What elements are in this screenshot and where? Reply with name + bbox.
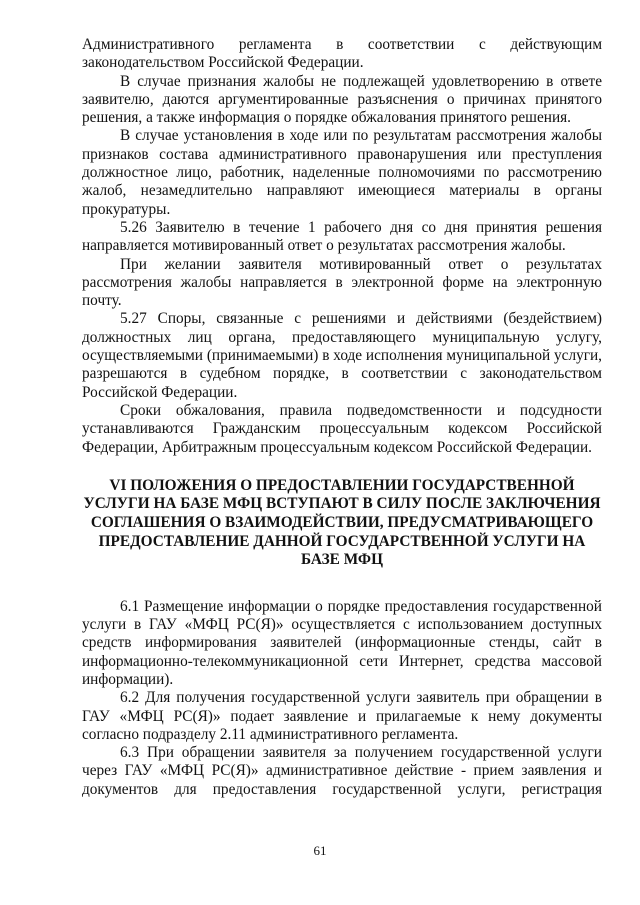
document-page xyxy=(82,36,602,799)
section-heading: VI ПОЛОЖЕНИЯ О ПРЕДОСТАВЛЕНИИ ГОСУДАРСТВЕННОЙ УСЛУГИ НА БАЗЕ МФЦ ВСТУПАЮТ В СИЛУ ПОСЛЕ ЗАКЛЮЧЕНИЯ СОГЛАШЕНИЯ О ВЗАИМОДЕЙСТВИИ, ПРЕДУСМАТРИВАЮЩЕГО ПРЕДОСТАВЛЕНИЕ ДАННОЙ ГОСУДАРСТВЕННОЙ УСЛУГИ НА БАЗЕ МФЦ xyxy=(83,476,601,569)
paragraph: Административного регламента в соответствии с действующим законодательством Российской Федерации. xyxy=(82,36,602,72)
paragraph: 5.27 Споры, связанные с решениями и действиями (бездействием) должностных лиц органа, предоставляющего муниципальную услугу, осуществляемыми (принимаемыми) в ходе исполнения муниципальной услуги, разрешаются в судебном порядке, в соответствии с законодательством Российской Федерации. xyxy=(82,310,603,401)
paragraphs-before xyxy=(82,36,602,457)
paragraph: 6.3 При обращении заявителя за получением государственной услуги через ГАУ «МФЦ РС(Я)» административное действие - прием заявления и документов для предоставления государственной услуги, регистрация xyxy=(82,744,602,798)
paragraph: Сроки обжалования, правила подведомственности и подсудности устанавливаются Гражданским процессуальным кодексом Российской Федерации, Арбитражным процессуальным кодексом Российской Федерации. xyxy=(82,401,602,456)
paragraph: В случае установления в ходе или по результатам рассмотрения жалобы признаков состава административного правонарушения или преступления должностное лицо, работник, наделенные полномочиями по рассмотрению жалоб, незамедлительно направляют имеющиеся материалы в органы прокуратуры. xyxy=(82,127,602,218)
page-number: 61 xyxy=(313,843,327,858)
paragraph: 5.26 Заявителю в течение 1 рабочего дня со дня принятия решения направляется мотивированный ответ о результатах рассмотрения жалобы. xyxy=(82,218,602,255)
paragraph: В случае признания жалобы не подлежащей удовлетворению в ответе заявителю, даются аргументированные разъяснения о причинах принятого решения, а также информация о порядке обжалования принятого решения. xyxy=(82,72,602,127)
paragraph: 6.1 Размещение информации о порядке предоставления государственной услуги в ГАУ «МФЦ РС(Я)» осуществляется с использованием доступных средств информирования заявителей (информационные стенды, сайт в информационно-телекоммуникационной сети Интернет, средства массовой информации). xyxy=(82,597,602,688)
paragraphs-after xyxy=(82,598,602,799)
paragraph: При желании заявителя мотивированный ответ о результатах рассмотрения жалобы направляется в электронной форме на электронную почту. xyxy=(82,255,602,310)
paragraph: 6.2 Для получения государственной услуги заявитель при обращении в ГАУ «МФЦ РС(Я)» подает заявление и прилагаемые к нему документы согласно подразделу 2.11 административного регламента. xyxy=(82,689,602,743)
